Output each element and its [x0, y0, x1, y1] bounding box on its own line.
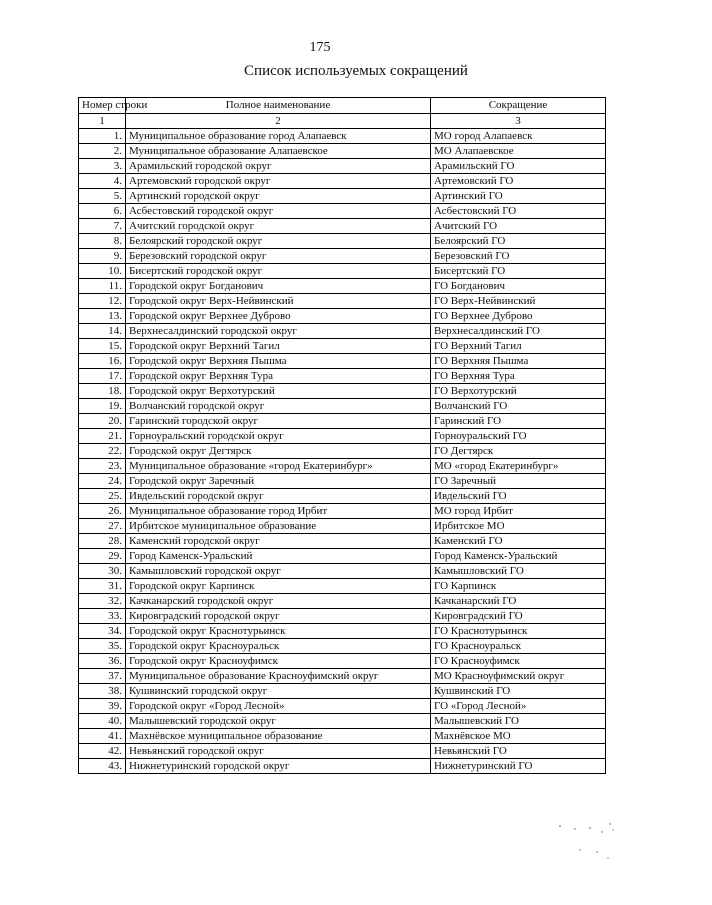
table-row: [79, 594, 606, 609]
full-name-cell: Малышевский городской округ: [126, 714, 431, 729]
table-header: [79, 98, 606, 114]
abbreviation-cell: ГО Красноуральск: [431, 639, 606, 654]
page-number: 175: [309, 40, 331, 55]
abbreviation-cell: Каменский ГО: [431, 534, 606, 549]
table-row: [79, 639, 606, 654]
full-name-cell: Городской округ «Город Лесной»: [126, 699, 431, 714]
row-number-cell: 8.: [79, 234, 126, 249]
row-number-cell: 22.: [79, 444, 126, 459]
abbreviation-cell: ГО «Город Лесной»: [431, 699, 606, 714]
row-number-cell: 36.: [79, 654, 126, 669]
row-number-cell: 31.: [79, 579, 126, 594]
full-name-cell: Муниципальное образование Алапаевское: [126, 144, 431, 159]
abbreviation-cell: Малышевский ГО: [431, 714, 606, 729]
abbreviation-cell: ГО Верхний Тагил: [431, 339, 606, 354]
column-number: 1: [79, 114, 126, 129]
full-name-cell: Белоярский городской округ: [126, 234, 431, 249]
table-row: [79, 504, 606, 519]
abbreviation-cell: МО Красноуфимский округ: [431, 669, 606, 684]
row-number-cell: 20.: [79, 414, 126, 429]
full-name-cell: Невьянский городской округ: [126, 744, 431, 759]
full-name-cell: Городской округ Краснотурьинск: [126, 624, 431, 639]
full-name-cell: Городской округ Верхний Тагил: [126, 339, 431, 354]
page-title: Список используемых сокращений: [244, 63, 468, 79]
abbreviation-cell: Артемовский ГО: [431, 174, 606, 189]
row-number-cell: 28.: [79, 534, 126, 549]
table-row: [79, 699, 606, 714]
abbreviation-cell: Артинский ГО: [431, 189, 606, 204]
full-name-cell: Городской округ Заречный: [126, 474, 431, 489]
table-row: [79, 414, 606, 429]
abbreviation-cell: Ирбитское МО: [431, 519, 606, 534]
table-row: [79, 609, 606, 624]
table-row: [79, 204, 606, 219]
table-row: [79, 624, 606, 639]
table-row: [79, 339, 606, 354]
abbreviation-cell: ГО Заречный: [431, 474, 606, 489]
row-number-cell: 19.: [79, 399, 126, 414]
table-row: [79, 489, 606, 504]
full-name-cell: Кировградский городской округ: [126, 609, 431, 624]
abbreviation-cell: ГО Краснотурьинск: [431, 624, 606, 639]
abbreviation-cell: МО город Ирбит: [431, 504, 606, 519]
table-row: [79, 519, 606, 534]
abbreviation-cell: Верхнесалдинский ГО: [431, 324, 606, 339]
table-row: [79, 714, 606, 729]
full-name-cell: Кушвинский городской округ: [126, 684, 431, 699]
table-row: [79, 384, 606, 399]
table-row: [79, 309, 606, 324]
full-name-cell: Махнёвское муниципальное образование: [126, 729, 431, 744]
table-row: [79, 654, 606, 669]
full-name-cell: Городской округ Верхняя Тура: [126, 369, 431, 384]
abbreviation-cell: ГО Верхотурский: [431, 384, 606, 399]
row-number-cell: 7.: [79, 219, 126, 234]
table-row: [79, 444, 606, 459]
full-name-cell: Муниципальное образование «город Екатеринбург»: [126, 459, 431, 474]
header-abbreviation: Сокращение: [431, 98, 606, 114]
header-row-number: Номер строки: [79, 98, 126, 114]
row-number-cell: 23.: [79, 459, 126, 474]
row-number-cell: 5.: [79, 189, 126, 204]
abbreviation-cell: ГО Верх-Нейвинский: [431, 294, 606, 309]
full-name-cell: Артинский городской округ: [126, 189, 431, 204]
abbreviation-cell: ГО Дегтярск: [431, 444, 606, 459]
row-number-cell: 26.: [79, 504, 126, 519]
abbreviation-cell: МО город Алапаевск: [431, 129, 606, 144]
row-number-cell: 38.: [79, 684, 126, 699]
table-body: [79, 114, 606, 774]
table-row: [79, 264, 606, 279]
full-name-cell: Ивдельский городской округ: [126, 489, 431, 504]
full-name-cell: Горноуральский городской округ: [126, 429, 431, 444]
full-name-cell: Городской округ Красноуральск: [126, 639, 431, 654]
column-number: 3: [431, 114, 606, 129]
abbreviation-cell: Гаринский ГО: [431, 414, 606, 429]
row-number-cell: 24.: [79, 474, 126, 489]
abbreviation-cell: Волчанский ГО: [431, 399, 606, 414]
full-name-cell: Городской округ Карпинск: [126, 579, 431, 594]
full-name-cell: Бисертский городской округ: [126, 264, 431, 279]
full-name-cell: Городской округ Верхотурский: [126, 384, 431, 399]
table-row: [79, 249, 606, 264]
table-row: [79, 174, 606, 189]
abbreviations-table: [78, 97, 606, 774]
abbreviation-cell: ГО Карпинск: [431, 579, 606, 594]
table-row: [79, 744, 606, 759]
row-number-cell: 37.: [79, 669, 126, 684]
table-row: [79, 534, 606, 549]
row-number-cell: 12.: [79, 294, 126, 309]
full-name-cell: Ачитский городской округ: [126, 219, 431, 234]
full-name-cell: Верхнесалдинский городской округ: [126, 324, 431, 339]
abbreviation-cell: Белоярский ГО: [431, 234, 606, 249]
table-row: [79, 354, 606, 369]
table-row: [79, 429, 606, 444]
abbreviation-cell: Бисертский ГО: [431, 264, 606, 279]
row-number-cell: 35.: [79, 639, 126, 654]
full-name-cell: Муниципальное образование город Ирбит: [126, 504, 431, 519]
table-row: [79, 684, 606, 699]
abbreviation-cell: Камышловский ГО: [431, 564, 606, 579]
row-number-cell: 18.: [79, 384, 126, 399]
row-number-cell: 9.: [79, 249, 126, 264]
table-row: [79, 144, 606, 159]
full-name-cell: Камышловский городской округ: [126, 564, 431, 579]
abbreviation-cell: Горноуральский ГО: [431, 429, 606, 444]
table-row: [79, 279, 606, 294]
table-row: [79, 369, 606, 384]
abbreviation-cell: Невьянский ГО: [431, 744, 606, 759]
column-number: 2: [126, 114, 431, 129]
row-number-cell: 3.: [79, 159, 126, 174]
table-row: [79, 669, 606, 684]
row-number-cell: 34.: [79, 624, 126, 639]
table-row: [79, 129, 606, 144]
full-name-cell: Арамильский городской округ: [126, 159, 431, 174]
full-name-cell: Муниципальное образование город Алапаевск: [126, 129, 431, 144]
table-row: [79, 729, 606, 744]
abbreviation-cell: Город Каменск-Уральский: [431, 549, 606, 564]
full-name-cell: Городской округ Верхнее Дуброво: [126, 309, 431, 324]
table-row: [79, 474, 606, 489]
full-name-cell: Городской округ Красноуфимск: [126, 654, 431, 669]
table-row: [79, 564, 606, 579]
table-row: [79, 234, 606, 249]
abbreviation-cell: Асбестовский ГО: [431, 204, 606, 219]
row-number-cell: 42.: [79, 744, 126, 759]
row-number-cell: 25.: [79, 489, 126, 504]
abbreviation-cell: Нижнетуринский ГО: [431, 759, 606, 774]
abbreviation-cell: Ивдельский ГО: [431, 489, 606, 504]
full-name-cell: Качканарский городской округ: [126, 594, 431, 609]
abbreviation-cell: Березовский ГО: [431, 249, 606, 264]
row-number-cell: 39.: [79, 699, 126, 714]
table-row: [79, 549, 606, 564]
abbreviation-cell: МО «город Екатеринбург»: [431, 459, 606, 474]
abbreviation-cell: ГО Верхнее Дуброво: [431, 309, 606, 324]
table-row: [79, 219, 606, 234]
row-number-cell: 40.: [79, 714, 126, 729]
row-number-cell: 17.: [79, 369, 126, 384]
full-name-cell: Город Каменск-Уральский: [126, 549, 431, 564]
row-number-cell: 2.: [79, 144, 126, 159]
row-number-cell: 21.: [79, 429, 126, 444]
abbreviation-cell: Качканарский ГО: [431, 594, 606, 609]
row-number-cell: 30.: [79, 564, 126, 579]
full-name-cell: Асбестовский городской округ: [126, 204, 431, 219]
table-row: [79, 294, 606, 309]
header-full-name: Полное наименование: [126, 98, 431, 114]
row-number-cell: 33.: [79, 609, 126, 624]
row-number-cell: 13.: [79, 309, 126, 324]
row-number-cell: 14.: [79, 324, 126, 339]
row-number-cell: 41.: [79, 729, 126, 744]
abbreviation-cell: ГО Верхняя Тура: [431, 369, 606, 384]
abbreviation-cell: Кировградский ГО: [431, 609, 606, 624]
table-row: [79, 759, 606, 774]
abbreviation-cell: Арамильский ГО: [431, 159, 606, 174]
full-name-cell: Артемовский городской округ: [126, 174, 431, 189]
row-number-cell: 10.: [79, 264, 126, 279]
full-name-cell: Каменский городской округ: [126, 534, 431, 549]
table-row: [79, 189, 606, 204]
full-name-cell: Городской округ Дегтярск: [126, 444, 431, 459]
row-number-cell: 43.: [79, 759, 126, 774]
full-name-cell: Городской округ Верхняя Пышма: [126, 354, 431, 369]
full-name-cell: Муниципальное образование Красноуфимский округ: [126, 669, 431, 684]
full-name-cell: Волчанский городской округ: [126, 399, 431, 414]
row-number-cell: 29.: [79, 549, 126, 564]
table-row: [79, 459, 606, 474]
abbreviation-cell: ГО Богданович: [431, 279, 606, 294]
table-row: [79, 159, 606, 174]
full-name-cell: Городской округ Богданович: [126, 279, 431, 294]
table-row: [79, 324, 606, 339]
scan-noise-marks: [450, 820, 620, 870]
abbreviation-cell: ГО Красноуфимск: [431, 654, 606, 669]
table-row: [79, 579, 606, 594]
abbreviation-cell: Ачитский ГО: [431, 219, 606, 234]
abbreviation-cell: ГО Верхняя Пышма: [431, 354, 606, 369]
row-number-cell: 15.: [79, 339, 126, 354]
row-number-cell: 27.: [79, 519, 126, 534]
full-name-cell: Березовский городской округ: [126, 249, 431, 264]
abbreviation-cell: Кушвинский ГО: [431, 684, 606, 699]
column-numbers-row: [79, 114, 606, 129]
full-name-cell: Городской округ Верх-Нейвинский: [126, 294, 431, 309]
abbreviation-cell: Махнёвское МО: [431, 729, 606, 744]
full-name-cell: Гаринский городской округ: [126, 414, 431, 429]
full-name-cell: Ирбитское муниципальное образование: [126, 519, 431, 534]
row-number-cell: 1.: [79, 129, 126, 144]
table-row: [79, 399, 606, 414]
row-number-cell: 6.: [79, 204, 126, 219]
full-name-cell: Нижнетуринский городской округ: [126, 759, 431, 774]
row-number-cell: 4.: [79, 174, 126, 189]
abbreviation-cell: МО Алапаевское: [431, 144, 606, 159]
row-number-cell: 32.: [79, 594, 126, 609]
row-number-cell: 16.: [79, 354, 126, 369]
row-number-cell: 11.: [79, 279, 126, 294]
